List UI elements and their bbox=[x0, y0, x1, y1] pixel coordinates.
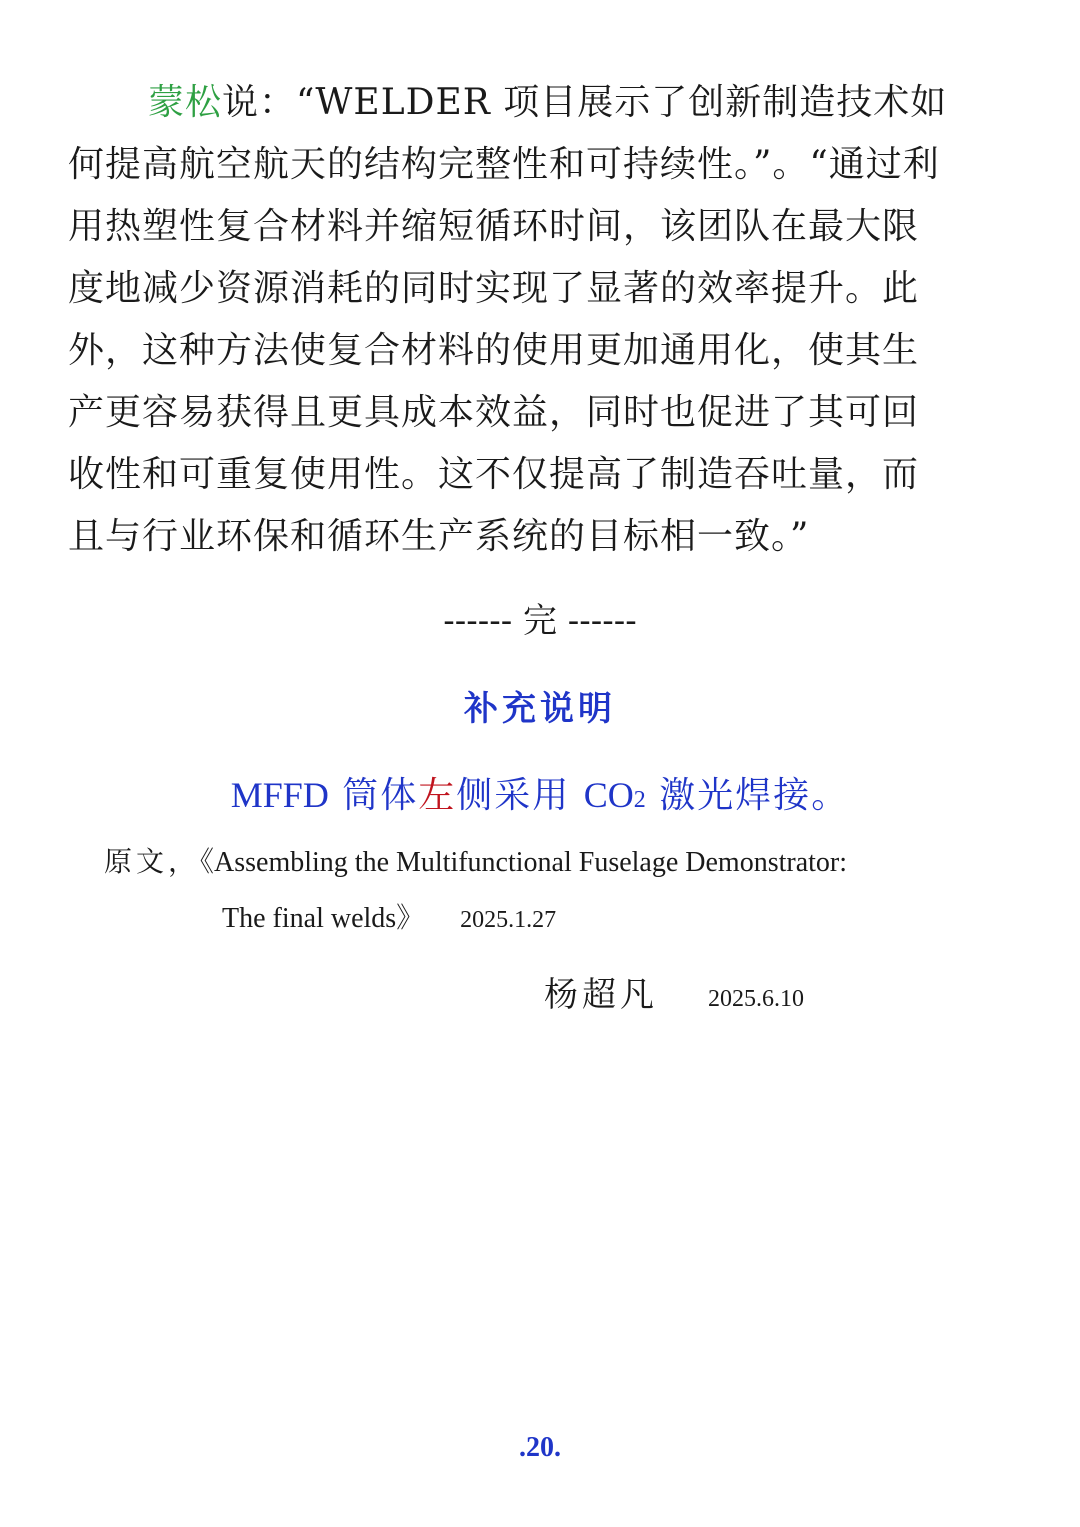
note-highlight: 左 bbox=[418, 775, 457, 816]
paragraph-line: 度地减少资源消耗的同时实现了显著的效率提升。此 bbox=[68, 268, 920, 309]
quote-paragraph bbox=[68, 72, 1008, 568]
author-name: 杨超凡 bbox=[544, 975, 658, 1015]
page-number: .20. bbox=[519, 1432, 561, 1463]
source-label: 原文， bbox=[104, 845, 201, 878]
signature bbox=[544, 970, 804, 1024]
paragraph-line: 何提高航空航天的结构完整性和可持续性。”。“通过利 bbox=[68, 144, 940, 185]
paragraph-line: 产更容易获得且更具成本效益，同时也促进了其可回 bbox=[68, 392, 920, 433]
paragraph-line: 收性和可重复使用性。这不仅提高了制造吞吐量，而 bbox=[68, 454, 920, 495]
source-title: 《Assembling the Multifunctional Fuselage Demonstrator: bbox=[200, 847, 848, 878]
paragraph-line: 用热塑性复合材料并缩短循环时间，该团队在最大限 bbox=[68, 206, 920, 247]
note-prefix: MFFD bbox=[230, 775, 329, 815]
source-title: The final welds》 bbox=[222, 903, 425, 934]
note-text: 激光焊接。 bbox=[645, 775, 850, 816]
paragraph-line: 外，这种方法使复合材料的使用更加通用化，使其生 bbox=[68, 330, 920, 371]
note-text: 侧采用 bbox=[456, 775, 584, 816]
source-date: 2025.1.27 bbox=[460, 907, 557, 933]
supplement-title: 补充说明 bbox=[464, 689, 616, 729]
source-citation-continued bbox=[222, 898, 556, 940]
paragraph-line-text: 说：“WELDER 项目展示了创新制造技术如 bbox=[222, 82, 948, 123]
note-subscript: 2 bbox=[633, 787, 646, 813]
note-chemical: CO bbox=[583, 775, 634, 815]
paragraph-line bbox=[68, 72, 1008, 134]
paragraph-line: 且与行业环保和循环生产系统的目标相一致。” bbox=[68, 516, 810, 557]
speaker-name: 蒙松 bbox=[148, 82, 223, 123]
signature-date: 2025.6.10 bbox=[708, 986, 804, 1012]
source-citation bbox=[104, 842, 847, 883]
end-marker: ------ 完 ------ bbox=[443, 601, 637, 641]
note-text: 筒体 bbox=[328, 775, 419, 816]
supplement-note bbox=[0, 770, 1080, 825]
